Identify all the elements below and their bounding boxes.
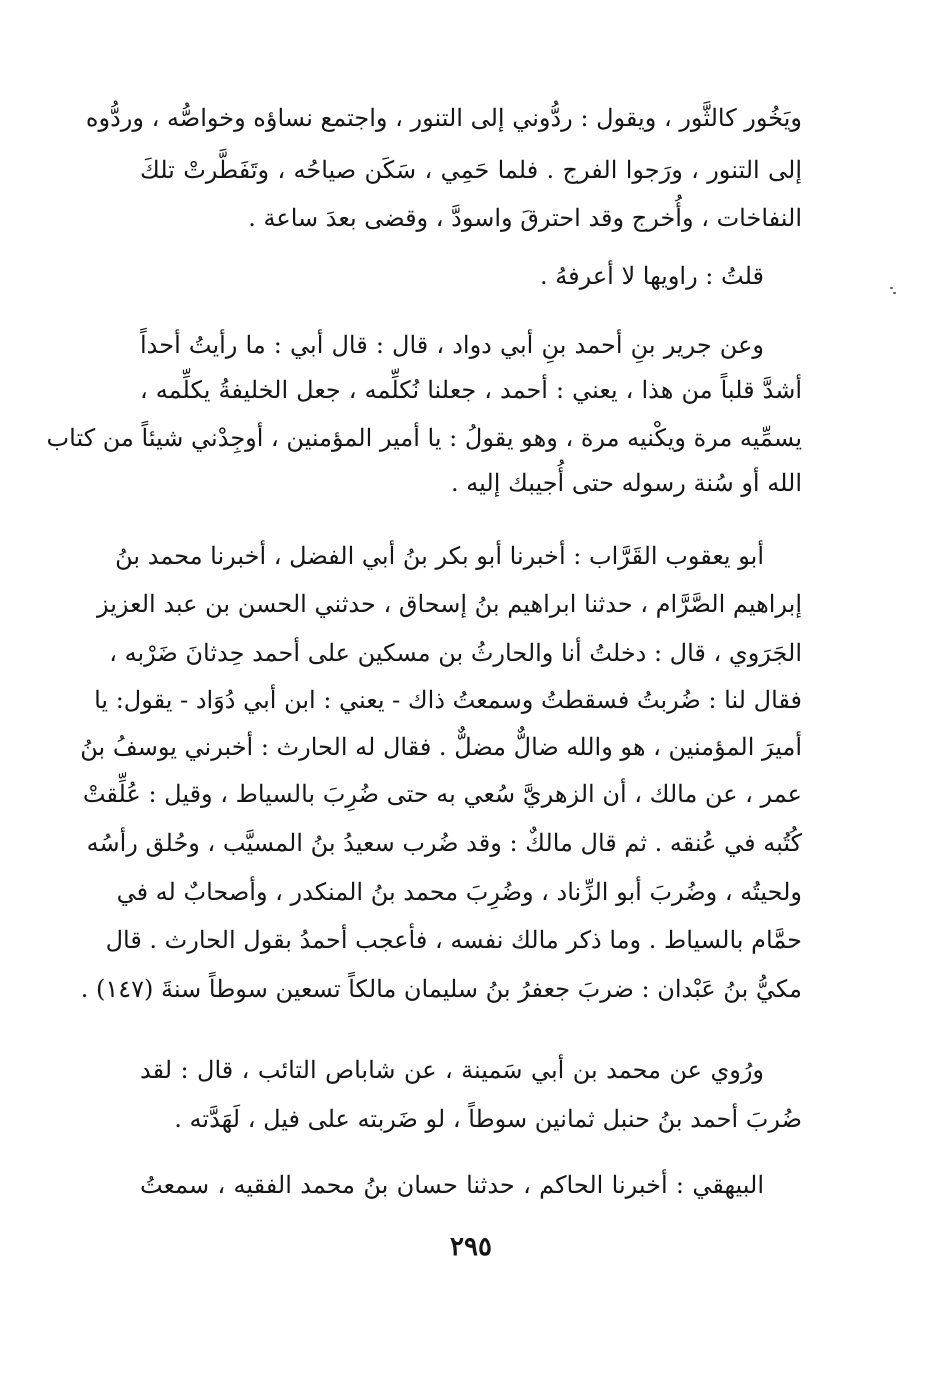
text-line: ولحيتُه ، وضُربَ أبو الزِّناد ، وضُرِبَ محمد بنُ المنكدر ، وأصحابٌ له في	[116, 878, 802, 906]
text-line: يسمِّيه مرة ويكْنيه مرة ، وهو يقولُ : يا أمير المؤمنين ، أوجِدْني شيئاً من كتاب	[46, 424, 802, 452]
text-line: حمَّام بالسياط . وما ذكر مالك نفسه ، فأعجب أحمدُ بقول الحارث . قال	[105, 926, 802, 954]
text-line: النفاخات ، وأُخرج وقد احترقَ واسودَّ ، وقضى بعدَ ساعة .	[248, 204, 802, 232]
text-line: ضُربَ أحمد بنُ حنبل ثمانين سوطاً ، لو ضَربته على فيل ، لَهَدَّته .	[174, 1105, 802, 1133]
text-line: ويَخُور كالثَّور ، ويقول : ردُّوني إلى التنور ، واجتمع نساؤه وخواصُّه ، وردُّوه	[85, 104, 802, 132]
text-line: قلتُ : راويها لا أعرفهُ .	[539, 262, 764, 290]
text-line: إلى التنور ، ورَجوا الفرج . فلما حَمِي ، سَكَن صياحُه ، وتَفَطَّرتْ تلكَ	[140, 156, 802, 184]
text-line: أشدَّ قلباً من هذا ، يعني : أحمد ، جعلنا نُكلِّمه ، جعل الخليفةُ يكلِّمه ،	[140, 376, 802, 404]
text-line: الله أو سُنة رسوله حتى أُجيبك إليه .	[451, 469, 802, 497]
text-line: أبو يعقوب القَرَّاب : أخبرنا أبو بكر بنُ أبي الفضل ، أخبرنا محمد بنُ	[115, 542, 764, 570]
text-line: الجَرَوي ، قال : دخلتُ أنا والحارثُ بن مسكين على أحمد حِدثانَ ضَرْبه ،	[109, 639, 802, 667]
text-line: مكيُّ بنُ عَبْدان : ضربَ جعفرُ بنُ سليمان مالكاً تسعين سوطاً سنةَ (١٤٧) .	[80, 975, 802, 1003]
text-line: إبراهيم الصَّرَّام ، حدثنا ابراهيم بنُ إسحاق ، حدثني الحسن بن عبد العزيز	[96, 590, 802, 618]
scan-speck	[890, 287, 893, 289]
text-line: كُتُبه في عُنقه . ثم قال مالكٌ : وقد ضُرب سعيدُ بنُ المسيَّب ، وحُلق رأسُه	[86, 829, 802, 857]
text-line: وعن جرير بنِ أحمد بنِ أبي دواد ، قال : قال أبي : ما رأيتُ أحداً	[140, 331, 764, 359]
text-line: ورُوي عن محمد بن أبي سَمينة ، عن شاباص التائب ، قال : لقد	[140, 1056, 764, 1084]
text-line: فقال لنا : ضُربتُ فسقطتُ وسمعتُ ذاك - يعني : ابن أبي دُوَاد - يقول: يا	[94, 686, 802, 714]
text-line: البيهقي : أخبرنا الحاكم ، حدثنا حسان بنُ محمد الفقيه ، سمعتُ	[140, 1171, 764, 1199]
text-line: أميرَ المؤمنين ، هو والله ضالٌّ مضلٌّ . فقال له الحارث : أخبرني يوسفُ بنُ	[80, 733, 802, 761]
scan-speck	[893, 292, 896, 294]
page-number: ٢٩٥	[450, 1232, 492, 1262]
text-line: عمر ، عن مالك ، أن الزهريَّ سُعي به حتى ضُرِبَ بالسياط ، وقيل : عُلِّقتْ	[82, 780, 802, 808]
